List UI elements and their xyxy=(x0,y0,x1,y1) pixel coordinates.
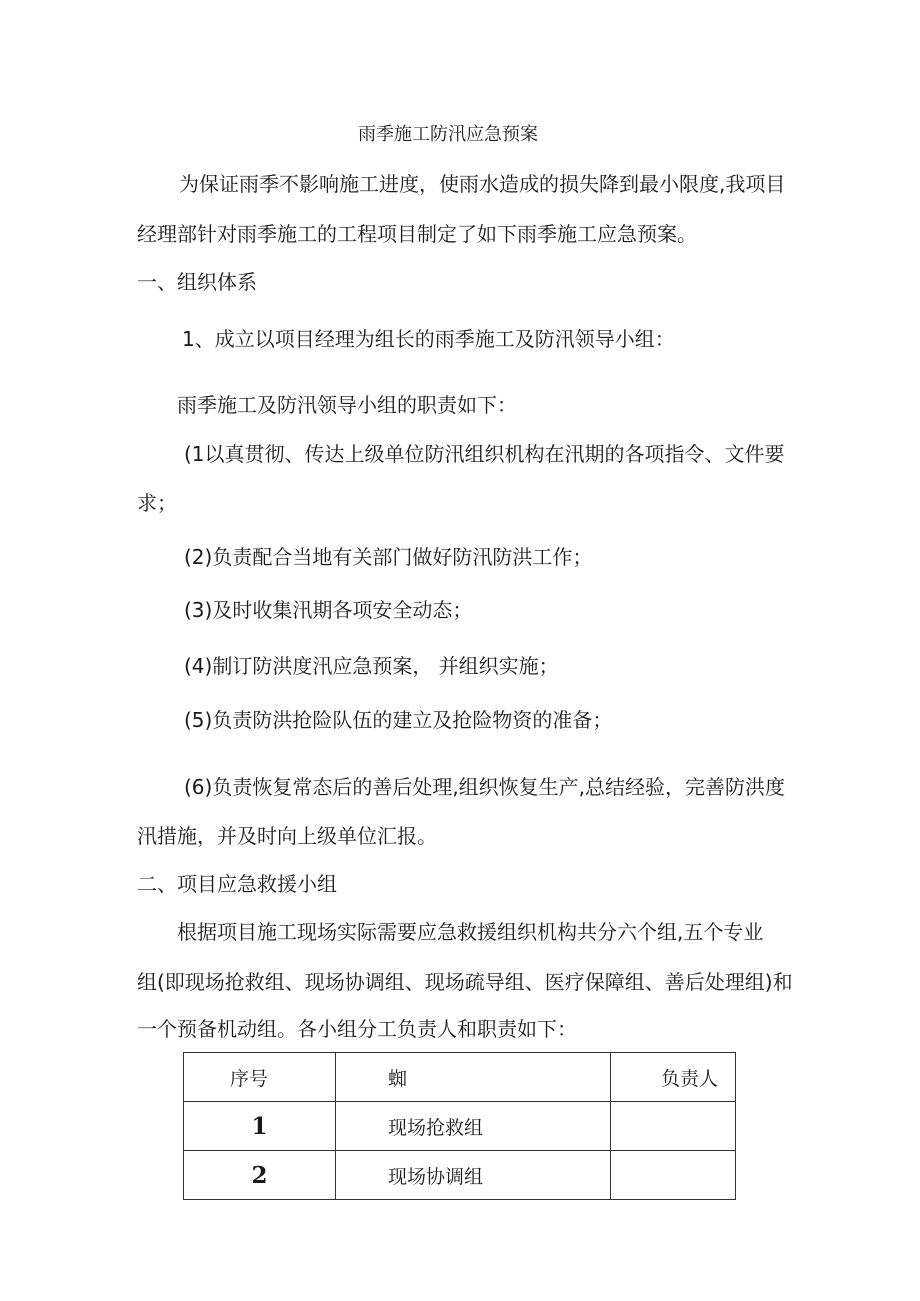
header-group: 蜘 xyxy=(336,1053,611,1102)
para2-line-1: 根据项目施工现场实际需要应急救援组织机构共分六个组,五个专业 xyxy=(177,920,764,944)
intro-line-2: 经理部针对雨季施工的工程项目制定了如下雨季施工应急预案。 xyxy=(137,222,697,246)
group-table xyxy=(183,1052,736,1200)
duty-1-line-1: (1以真贯彻、传达上级单位防汛组织机构在汛期的各项指令、文件要 xyxy=(184,442,785,466)
header-index: 序号 xyxy=(184,1053,336,1102)
row-leader xyxy=(611,1102,736,1151)
duty-heading: 雨季施工及防汛领导小组的职责如下： xyxy=(177,393,517,417)
table-row xyxy=(184,1102,736,1151)
row-index: 1 xyxy=(184,1102,336,1151)
duty-3: (3)及时收集汛期各项安全动态； xyxy=(184,598,473,622)
row-group: 现场协调组 xyxy=(336,1151,611,1200)
duty-2: (2)负责配合当地有关部门做好防汛防洪工作； xyxy=(184,545,593,569)
section-heading-1: 一、组织体系 xyxy=(137,270,257,294)
duty-4: (4)制订防洪度汛应急预案， 并组织实施； xyxy=(184,654,559,678)
row-index: 2 xyxy=(184,1151,336,1200)
para2-line-3: 一个预备机动组。各小组分工负责人和职责如下： xyxy=(137,1017,577,1041)
duty-6-line-1: (6)负责恢复常态后的善后处理,组织恢复生产,总结经验，完善防洪度 xyxy=(184,775,786,799)
duty-1-line-2: 求； xyxy=(137,491,177,515)
row-group: 现场抢救组 xyxy=(336,1102,611,1151)
header-leader: 负责人 xyxy=(611,1053,736,1102)
doc-title: 雨季施工防汛应急预案 xyxy=(358,124,538,145)
duty-5: (5)负责防洪抢险队伍的建立及抢险物资的准备； xyxy=(184,708,613,732)
duty-6-line-2: 汛措施，并及时向上级单位汇报。 xyxy=(137,824,437,848)
item-1: 1、成立以项目经理为组长的雨季施工及防汛领导小组： xyxy=(182,327,675,351)
section-heading-2: 二、项目应急救援小组 xyxy=(137,872,337,896)
table-row xyxy=(184,1151,736,1200)
table-header-row xyxy=(184,1053,736,1102)
row-leader xyxy=(611,1151,736,1200)
intro-line-1: 为保证雨季不影响施工进度，使雨水造成的损失降到最小限度,我项目 xyxy=(179,172,786,196)
para2-line-2: 组(即现场抢救组、现场协调组、现场疏导组、医疗保障组、善后处理组)和 xyxy=(137,970,793,994)
